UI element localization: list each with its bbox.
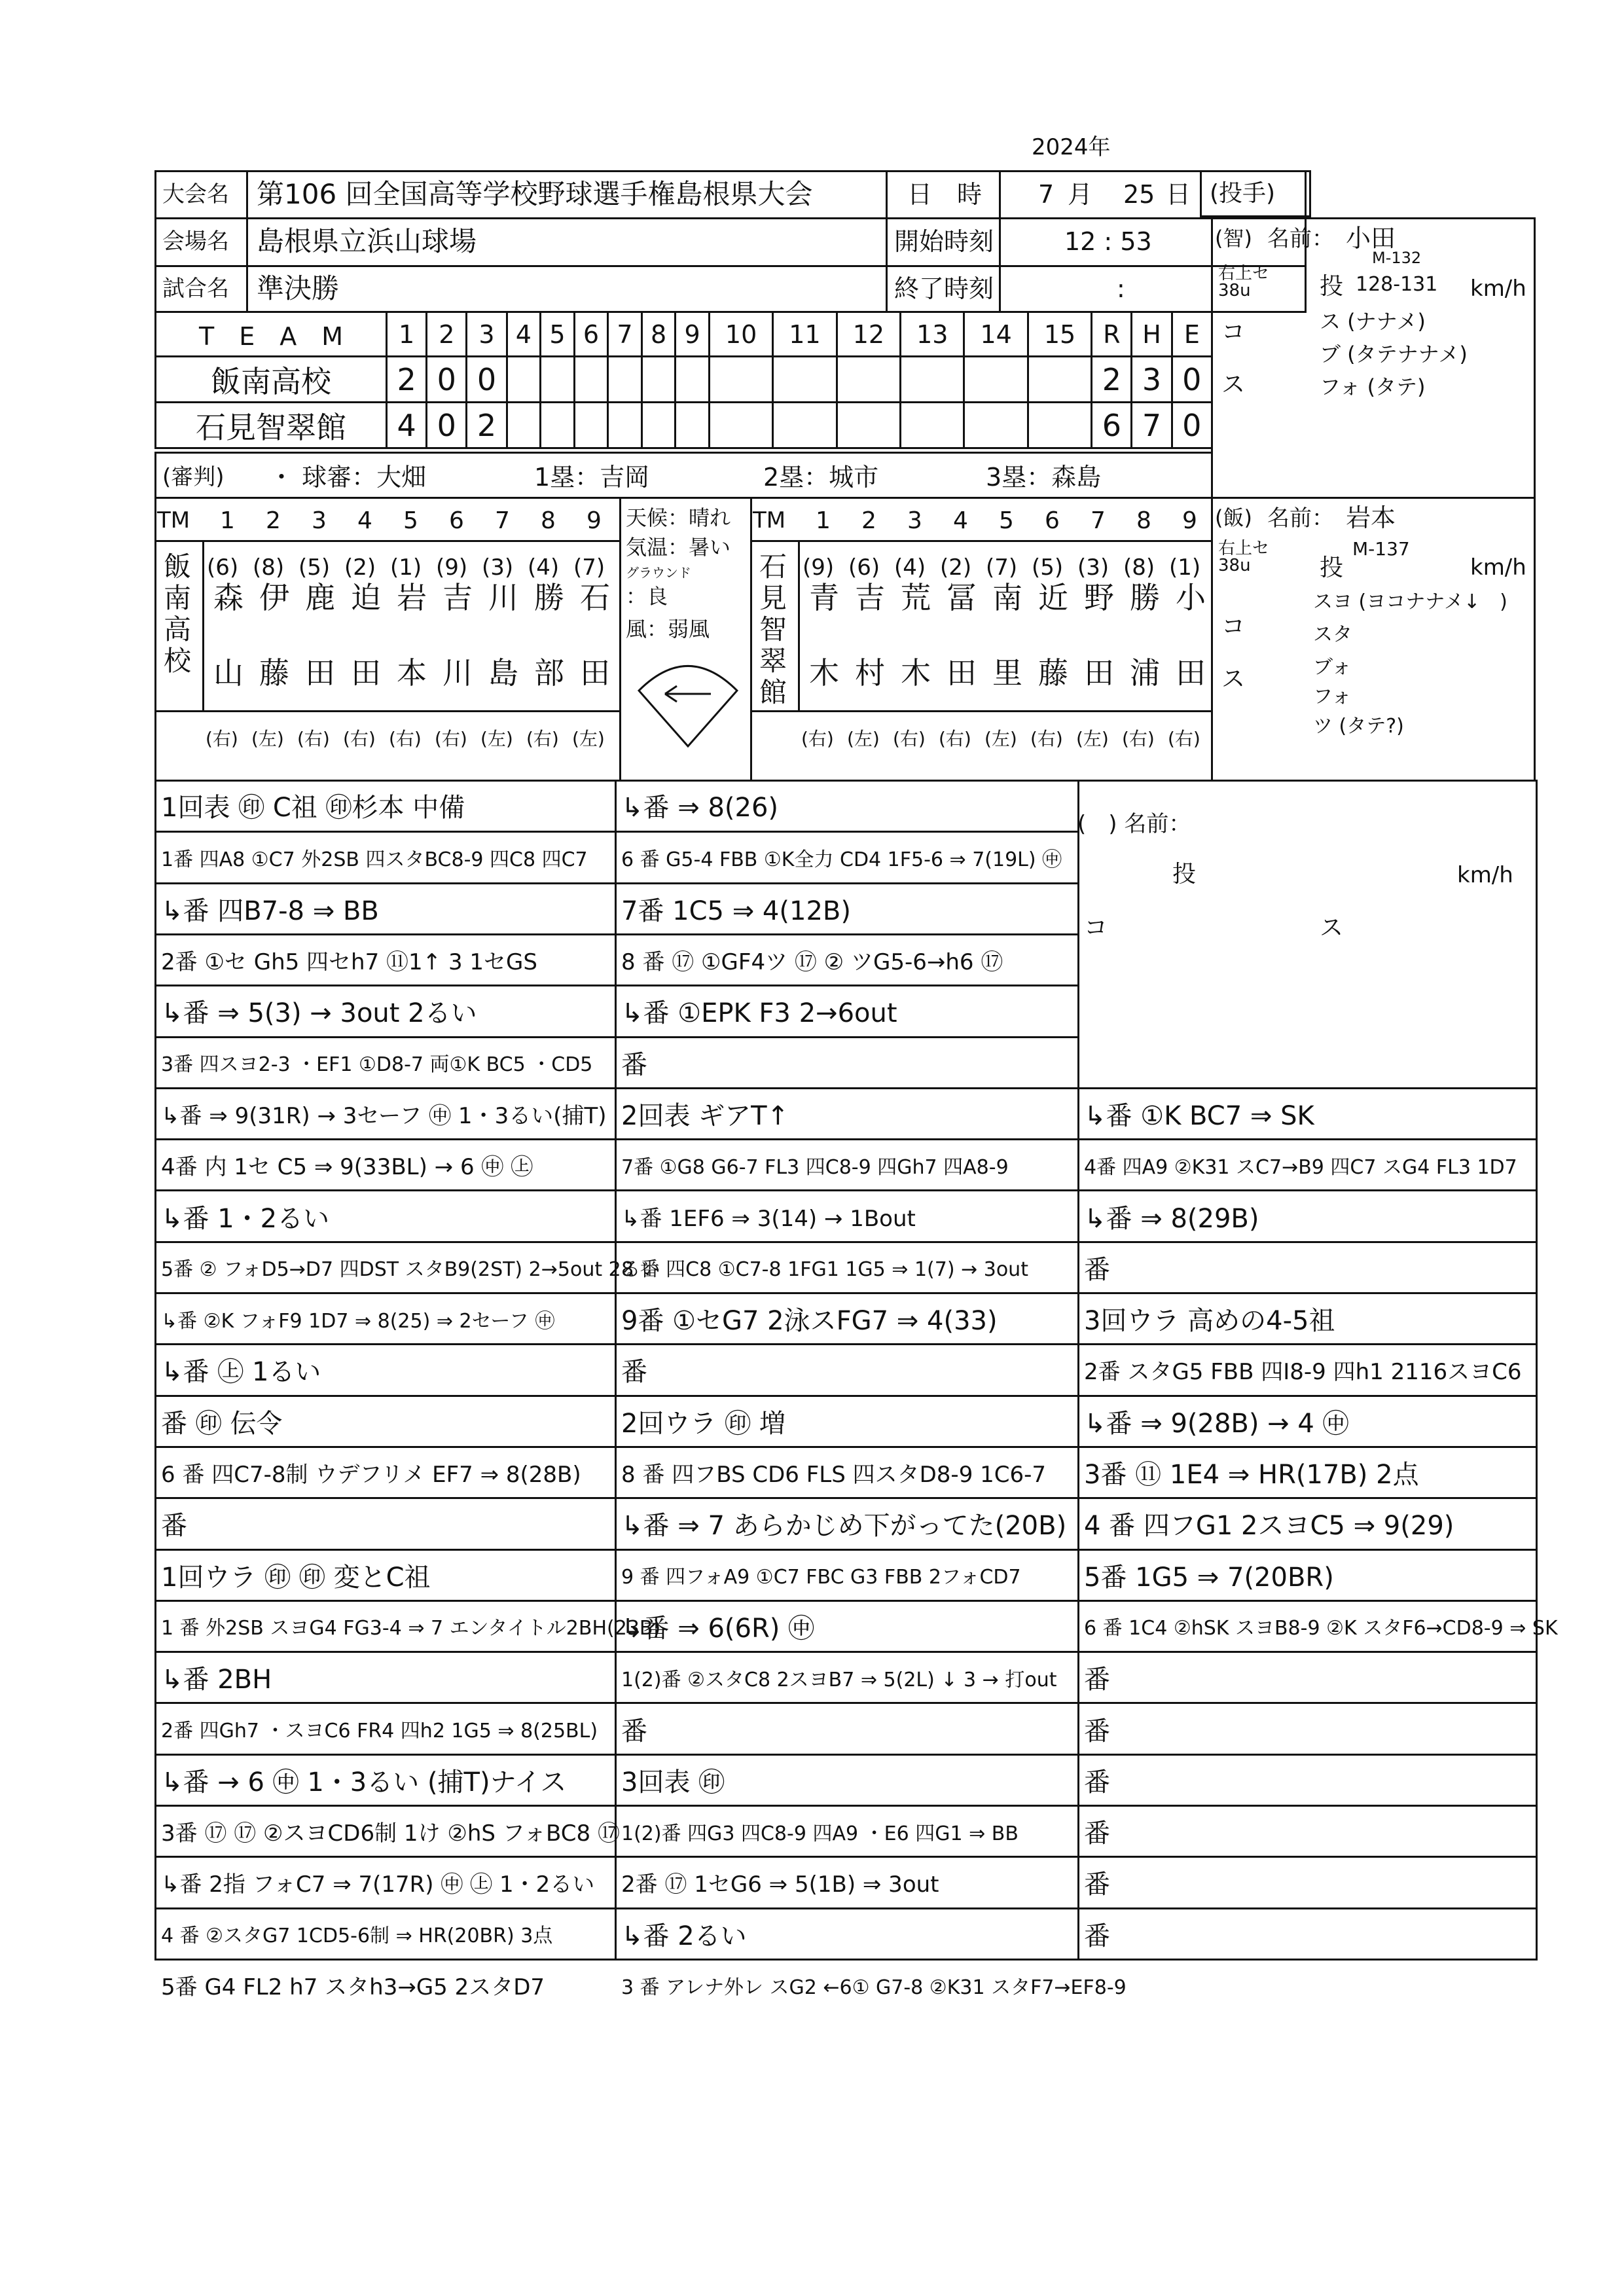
- play-text: ↳番 四B7-8 ⇒ BB: [161, 895, 379, 926]
- bats-hand: (右): [206, 728, 238, 750]
- batting-order-number: 6: [1045, 507, 1060, 534]
- pitcher-header: (投手): [1210, 180, 1276, 207]
- position: (4): [528, 554, 560, 581]
- bats-hand: (左): [847, 728, 880, 750]
- batting-order-number: 5: [999, 507, 1014, 534]
- weather-temp: 気温：暑い: [626, 535, 731, 560]
- play-text: ↳番 ②K フォF9 1D7 ⇒ 8(25) ⇒ 2セーフ ㊥: [161, 1309, 555, 1333]
- bats-hand: (右): [939, 728, 971, 750]
- p2-unit: km/h: [1470, 554, 1526, 581]
- batting-order-number: 9: [586, 507, 602, 534]
- play-text: ↳番 ⇒ 7 あらかじめ下がってた(20B): [621, 1511, 1067, 1542]
- tournament-name: 第106 回全国高等学校野球選手権島根県大会: [257, 178, 813, 210]
- batting-order-number: 2: [861, 507, 876, 534]
- venue-label: 会場名: [162, 228, 229, 255]
- play-cell: [615, 1805, 1079, 1856]
- batting-order-number: 8: [1136, 507, 1151, 534]
- p2-ko: コ: [1221, 613, 1246, 640]
- player-given-name: 里: [992, 655, 1022, 691]
- play-text: 番: [1084, 1716, 1110, 1746]
- p3-unit: km/h: [1457, 862, 1513, 888]
- player-given-name: 部: [534, 655, 564, 691]
- play-cell: [1077, 1241, 1538, 1292]
- play-cell: [615, 1189, 1079, 1240]
- bats-hand: (右): [1122, 728, 1155, 750]
- play-text: ↳番 ⇒ 5(3) → 3out 2るい: [161, 998, 477, 1029]
- play-text: ↳番 ⇒ 6(6R) ㊥: [621, 1613, 815, 1644]
- date-month: 7: [1038, 180, 1055, 209]
- play-text: ↳番 ⇒ 9(31R) → 3セーフ ㊥ 1・3るい(捕T): [161, 1102, 607, 1129]
- position: (5): [1032, 554, 1064, 581]
- team-name-char: 智: [759, 613, 787, 645]
- play-text: 5番 1G5 ⇒ 7(20BR): [1084, 1562, 1334, 1593]
- player-surname: 近: [1038, 580, 1068, 615]
- player-given-name: 田: [351, 655, 381, 691]
- play-cell: [154, 1702, 617, 1753]
- player-surname: 荒: [901, 580, 931, 615]
- p3-su: ス: [1320, 914, 1344, 941]
- play-cell: [1077, 1600, 1558, 1651]
- play-cell: [615, 1036, 1079, 1087]
- batting-order-number: 1: [220, 507, 235, 534]
- play-cell: [154, 780, 617, 831]
- play-text: 番: [161, 1511, 187, 1542]
- team-name-char: 石: [759, 551, 787, 583]
- play-cell: [154, 1549, 617, 1600]
- end-label: 終了時刻: [894, 274, 994, 303]
- play-cell: [154, 1087, 617, 1138]
- position: (4): [894, 554, 926, 581]
- play-text: 番: [621, 1716, 647, 1746]
- play-text: ↳番 ⇒ 9(28B) → 4 ㊥: [1084, 1408, 1349, 1439]
- play-text: 番: [1084, 1921, 1110, 1951]
- play-text: ↳番 2指 フォC7 ⇒ 7(17R) ㊥ ㊤ 1・2るい: [161, 1871, 595, 1898]
- play-text: 7番 ①G8 G6-7 FL3 四C8-9 四Gh7 四A8-9: [621, 1155, 1009, 1179]
- p1-toss: 投: [1320, 273, 1344, 300]
- play-text: 3番 ⑰ ⑰ ②スヨCD6制 1け ②hS フォBC8 ⑰: [161, 1820, 620, 1847]
- play-text: 2番 ①セ Gh5 四セh7 ⑪1↑ 3 1セGS: [161, 949, 537, 976]
- play-text: 1(2)番 四G3 四C8-9 四A9 ・E6 四G1 ⇒ BB: [621, 1822, 1019, 1845]
- player-surname: 伊: [259, 580, 289, 615]
- player-given-name: 島: [488, 655, 518, 691]
- batting-order-number: 3: [312, 507, 327, 534]
- batting-order-number: 6: [449, 507, 464, 534]
- player-given-name: 田: [1084, 655, 1114, 691]
- team-name-char: 高: [164, 613, 192, 645]
- play-text: 3番 ⑪ 1E4 ⇒ HR(17B) 2点: [1084, 1460, 1419, 1491]
- position: (3): [1077, 554, 1110, 581]
- bats-hand: (右): [526, 728, 559, 750]
- play-cell: [154, 1754, 617, 1805]
- play-text: 1番 四A8 ①C7 外2SB 四スタBC8-9 四C8 四C7: [161, 848, 588, 871]
- p1-note: 右上セ 38u: [1218, 264, 1270, 300]
- play-text: 番: [621, 1357, 647, 1388]
- player-given-name: 田: [305, 655, 335, 691]
- play-cell: [1077, 1395, 1538, 1446]
- bats-hand: (右): [1168, 728, 1200, 750]
- p1-ko: コ: [1221, 319, 1246, 346]
- tournament-label: 大会名: [162, 181, 229, 208]
- play-cell: [615, 882, 1079, 933]
- team-name-char: 校: [164, 645, 192, 677]
- player-surname: 野: [1084, 580, 1114, 615]
- play-text: 6 番 四C7-8制 ウデフリメ EF7 ⇒ 8(28B): [161, 1462, 581, 1489]
- player-surname: 南: [992, 580, 1022, 615]
- play-text: 1 番 外2SB スヨG4 FG3-4 ⇒ 7 エンタイトル2BH(23B): [161, 1617, 661, 1640]
- play-cell: [615, 1754, 1079, 1805]
- play-cell: [615, 1549, 1079, 1600]
- play-text: 6 番 1C4 ②hSK スヨB8-9 ②K スタF6→CD8-9 ⇒ SK: [1084, 1617, 1558, 1640]
- player-surname: 勝: [534, 580, 564, 615]
- month-unit: 月: [1068, 180, 1093, 209]
- team-name-char: 翠: [759, 645, 787, 677]
- play-text: 4番 四A9 ②K31 スC7→B9 四C7 スG4 FL3 1D7: [1084, 1155, 1517, 1179]
- player-surname: 川: [488, 580, 518, 615]
- batting-order-number: 5: [403, 507, 418, 534]
- play-cell: [1077, 1754, 1538, 1805]
- p1-pitch-1: ス (ナナメ): [1320, 309, 1426, 334]
- play-text: 4 番 四フG1 2スヨC5 ⇒ 9(29): [1084, 1511, 1454, 1542]
- play-cell: [615, 1241, 1079, 1292]
- batting-order-number: 7: [1091, 507, 1106, 534]
- play-cell: [154, 1497, 617, 1548]
- bats-hand: (右): [343, 728, 376, 750]
- p1-name: 小田: [1346, 224, 1396, 253]
- p2-toss: 投: [1320, 554, 1344, 581]
- p2-su: ス: [1221, 666, 1246, 693]
- position: (8): [253, 554, 285, 581]
- play-text: 9番 ①セG7 2泳スFG7 ⇒ 4(33): [621, 1306, 998, 1337]
- play-text: 4 番 ②スタG7 1CD5-6制 ⇒ HR(20BR) 3点: [161, 1925, 553, 1948]
- play-cell: [615, 1856, 1079, 1907]
- play-cell: [1077, 1446, 1538, 1497]
- team-name-char: 飯: [164, 551, 192, 583]
- play-text: ↳番 ㊤ 1るい: [161, 1357, 321, 1388]
- bats-hand: (右): [893, 728, 926, 750]
- p1-speed: 128-131: [1356, 273, 1438, 296]
- batting-order-number: 1: [816, 507, 831, 534]
- p1-pitch-2: ブ (タテナナメ): [1320, 342, 1468, 367]
- batting-order-number: 3: [907, 507, 922, 534]
- player-given-name: 田: [580, 655, 610, 691]
- date-day: 25: [1123, 180, 1155, 209]
- batting-order-number: 8: [541, 507, 556, 534]
- play-text: 番: [1084, 1767, 1110, 1798]
- play-cell: [615, 1959, 1127, 2010]
- play-cell: [154, 1138, 617, 1189]
- day-unit: 日: [1166, 180, 1191, 209]
- p2-pitch-5: ツ (タテ?): [1313, 715, 1404, 738]
- p2-note: 右上セ 38u: [1218, 539, 1270, 575]
- weather-ground: ：良: [626, 584, 668, 609]
- umpire-label: (審判): [162, 464, 225, 490]
- play-cell: [615, 1446, 1079, 1497]
- p2-team: (飯): [1215, 505, 1252, 530]
- play-cell: [154, 1959, 617, 2010]
- play-cell: [1077, 1189, 1538, 1240]
- play-text: 3 番 アレナ外レ スG2 ←6① G7-8 ②K31 スタF7→EF8-9: [621, 1976, 1127, 1999]
- play-text: ↳番 1EF6 ⇒ 3(14) → 1Bout: [621, 1205, 916, 1232]
- play-text: 5番 ② フォD5→D7 四DST スタB9(2ST) 2→5out 2るい: [161, 1258, 660, 1282]
- play-text: 8 番 ⑰ ①GF4ツ ⑰ ② ツG5-6→h6 ⑰: [621, 949, 1003, 976]
- player-given-name: 木: [901, 655, 931, 691]
- play-cell: [615, 1702, 1079, 1753]
- end-time: :: [1117, 274, 1125, 303]
- bats-hand: (右): [435, 728, 467, 750]
- year-note: 2024年: [1032, 134, 1111, 160]
- play-text: 3回表 ㊞: [621, 1767, 725, 1798]
- linescore-row-team2: 石見智翠館 4 0 2 6 7 0: [156, 403, 1212, 448]
- play-cell: [615, 1651, 1079, 1702]
- play-cell: [154, 882, 617, 933]
- player-given-name: 川: [442, 655, 473, 691]
- p2-pitch-1: スヨ (ヨコナナメ↓ ): [1313, 590, 1507, 613]
- linescore-table: T E A M 1 2 3 4 5 6 7 8 9 10 11 12 13 14 15 R H E 飯南高校 2 0 0 2 3 0 石見智翠館 4 0 2 6 7 0: [154, 311, 1213, 449]
- player-surname: 岩: [397, 580, 427, 615]
- player-surname: 小: [1176, 580, 1206, 615]
- play-cell: [1077, 1343, 1538, 1394]
- play-text: 番: [1084, 1665, 1110, 1695]
- play-cell: [154, 1292, 617, 1343]
- position: (1): [390, 554, 422, 581]
- play-cell: [154, 1446, 617, 1497]
- play-cell: [154, 1036, 617, 1087]
- play-text: ↳番 2るい: [621, 1921, 747, 1951]
- bats-hand: (右): [801, 728, 834, 750]
- team-name-char: 見: [759, 582, 787, 614]
- play-text: 1回ウラ ㊞ ㊞ 変とC祖: [161, 1562, 431, 1593]
- play-cell: [615, 1343, 1079, 1394]
- umpire-third: 3塁：森島: [986, 463, 1102, 492]
- play-cell: [154, 831, 617, 882]
- play-text: 4番 内 1セ C5 ⇒ 9(33BL) → 6 ㊥ ㊤: [161, 1154, 533, 1181]
- play-text: 1回表 ㊞ C祖 ㊞杉本 中備: [161, 792, 465, 823]
- team-header: T E A M: [156, 312, 387, 357]
- play-cell: [154, 1395, 617, 1446]
- tm-label: TM: [157, 507, 190, 533]
- play-cell: [615, 1600, 1079, 1651]
- player-surname: 青: [809, 580, 839, 615]
- play-cell: [154, 1189, 617, 1240]
- play-cell: [154, 1600, 661, 1651]
- team1-name: 飯南高校: [156, 357, 387, 403]
- play-cell: [615, 1395, 1079, 1446]
- play-text: 番: [1084, 1818, 1110, 1849]
- play-cell: [1077, 1549, 1538, 1600]
- team-name-char: 館: [759, 676, 787, 708]
- team-name-char: 南: [164, 582, 192, 614]
- p1-pitch-3: フォ (タテ): [1320, 374, 1426, 399]
- play-cell: [1077, 1292, 1538, 1343]
- play-text: 7番 1C5 ⇒ 4(12B): [621, 895, 851, 926]
- batting-order-number: 4: [357, 507, 372, 534]
- position: (9): [436, 554, 468, 581]
- player-surname: 鹿: [305, 580, 335, 615]
- game-name: 準決勝: [257, 272, 340, 304]
- play-text: 2番 スタG5 FBB 四I8-9 四h1 2116スヨC6: [1084, 1359, 1522, 1386]
- venue-name: 島根県立浜山球場: [257, 225, 477, 257]
- p2-pitch-4: フォ: [1313, 685, 1352, 708]
- play-text: ↳番 ⇒ 8(29B): [1084, 1203, 1259, 1234]
- p2-name: 岩本: [1346, 503, 1396, 532]
- play-text: 8 番 四フBS CD6 FLS 四スタD8-9 1C6-7: [621, 1462, 1047, 1489]
- player-surname: 石: [580, 580, 610, 615]
- play-text: 2番 ⑰ 1セG6 ⇒ 5(1B) ⇒ 3out: [621, 1871, 939, 1898]
- play-cell: [1077, 1138, 1538, 1189]
- player-surname: 冨: [947, 580, 977, 615]
- p1-unit: km/h: [1470, 276, 1526, 302]
- play-text: 番: [621, 1049, 647, 1080]
- player-given-name: 田: [1176, 655, 1206, 691]
- p3-ko: コ: [1084, 914, 1108, 941]
- batting-order-number: 2: [266, 507, 281, 534]
- p2-name-label: 名前：: [1267, 505, 1334, 532]
- play-text: 3回ウラ 高めの4-5祖: [1084, 1306, 1335, 1337]
- play-cell: [1077, 1087, 1538, 1138]
- tm-label: TM: [753, 507, 786, 533]
- play-text: 番 ㊞ 伝令: [161, 1408, 283, 1439]
- bats-hand: (左): [572, 728, 605, 750]
- start-time: 12 : 53: [1064, 227, 1152, 256]
- p2-velocity: M-137: [1352, 538, 1410, 560]
- play-text: 3番 四スヨ2-3 ・EF1 ①D8-7 両①K BC5 ・CD5: [161, 1053, 593, 1077]
- batting-order-number: 7: [495, 507, 510, 534]
- start-label: 開始時刻: [894, 227, 994, 256]
- play-cell: [615, 1138, 1079, 1189]
- play-cell: [154, 1241, 660, 1292]
- play-text: 8 番 四C8 ①C7-8 1FG1 1G5 ⇒ 1(7) → 3out: [621, 1258, 1028, 1282]
- play-text: ↳番 ①K BC7 ⇒ SK: [1084, 1100, 1314, 1131]
- play-text: 2回ウラ ㊞ 増: [621, 1408, 785, 1439]
- weather-ground-label: グラウンド: [626, 565, 691, 581]
- play-cell: [615, 933, 1079, 985]
- play-text: 9 番 四フォA9 ①C7 FBC G3 FBB 2フォCD7: [621, 1566, 1021, 1589]
- player-given-name: 藤: [1038, 655, 1068, 691]
- bats-hand: (右): [1030, 728, 1063, 750]
- player-surname: 森: [213, 580, 244, 615]
- p2-pitch-2: スタ: [1313, 623, 1352, 646]
- play-cell: [615, 1907, 1079, 1959]
- position: (1): [1169, 554, 1201, 581]
- bats-hand: (右): [297, 728, 330, 750]
- p1-team: (智): [1215, 226, 1252, 251]
- play-cell: [154, 1907, 617, 1959]
- player-given-name: 山: [213, 655, 244, 691]
- play-cell: [615, 1087, 1079, 1138]
- player-surname: 勝: [1130, 580, 1160, 615]
- wind-diamond-icon: [632, 655, 744, 753]
- p1-name-label: 名前：: [1267, 226, 1334, 252]
- play-text: 番: [1084, 1870, 1110, 1900]
- play-cell: [615, 780, 1079, 831]
- play-text: ↳番 ⇒ 8(26): [621, 792, 779, 823]
- weather-sky: 天候：晴れ: [626, 505, 731, 530]
- position: (2): [344, 554, 376, 581]
- position: (8): [1123, 554, 1155, 581]
- umpire-plate: ・ 球審：大畑: [269, 463, 427, 492]
- weather-wind: 風：弱風: [626, 617, 710, 642]
- player-given-name: 浦: [1130, 655, 1160, 691]
- player-given-name: 本: [397, 655, 427, 691]
- position: (7): [573, 554, 605, 581]
- play-cell: [1077, 1805, 1538, 1856]
- position: (9): [803, 554, 835, 581]
- position: (3): [482, 554, 514, 581]
- play-cell: [154, 1856, 617, 1907]
- player-given-name: 木: [809, 655, 839, 691]
- position: (2): [940, 554, 972, 581]
- batting-order-number: 9: [1182, 507, 1197, 534]
- p2-pitch-3: ブォ: [1313, 656, 1352, 679]
- play-cell: [154, 1651, 617, 1702]
- play-cell: [1077, 1907, 1538, 1959]
- play-text: ↳番 → 6 ㊥ 1・3るい (捕T)ナイス: [161, 1767, 567, 1798]
- play-cell: [1077, 1856, 1538, 1907]
- play-cell: [1077, 1497, 1538, 1548]
- play-text: ↳番 ①EPK F3 2→6out: [621, 998, 897, 1029]
- play-text: ↳番 1・2るい: [161, 1203, 330, 1234]
- play-text: 6 番 G5-4 FBB ①K全力 CD4 1F5-6 ⇒ 7(19L) ㊥: [621, 848, 1062, 871]
- position: (7): [986, 554, 1018, 581]
- play-cell: [1077, 1651, 1538, 1702]
- p3-toss: 投: [1172, 861, 1197, 888]
- bats-hand: (左): [251, 728, 284, 750]
- play-cell: [154, 985, 617, 1036]
- play-cell: [1077, 1702, 1538, 1753]
- position: (6): [207, 554, 239, 581]
- p3-name-label: ( ) 名前：: [1077, 811, 1191, 837]
- scoresheet: [154, 134, 1558, 2059]
- play-text: 番: [1084, 1254, 1110, 1285]
- p1-su: ス: [1221, 371, 1246, 398]
- play-cell: [154, 933, 617, 985]
- player-given-name: 田: [947, 655, 977, 691]
- play-cell: [615, 1497, 1079, 1548]
- player-surname: 迫: [351, 580, 381, 615]
- play-text: ↳番 2BH: [161, 1665, 272, 1695]
- player-given-name: 村: [855, 655, 885, 691]
- player-surname: 吉: [442, 580, 473, 615]
- date-label: 日 時: [907, 180, 983, 209]
- bats-hand: (左): [1076, 728, 1109, 750]
- player-given-name: 藤: [259, 655, 289, 691]
- play-text: 2回表 ギアT↑: [621, 1100, 789, 1131]
- batting-order-number: 4: [953, 507, 968, 534]
- position: (5): [298, 554, 331, 581]
- game-label: 試合名: [162, 276, 229, 302]
- play-cell: [615, 985, 1079, 1036]
- bats-hand: (左): [480, 728, 513, 750]
- umpire-second: 2塁：城市: [763, 463, 879, 492]
- p1-velocity: M-132: [1372, 249, 1422, 267]
- bats-hand: (左): [984, 728, 1017, 750]
- play-text: 1(2)番 ②スタC8 2スヨB7 ⇒ 5(2L) ↓ 3 → 打out: [621, 1668, 1057, 1691]
- play-cell: [615, 1292, 1079, 1343]
- play-text: 2番 四Gh7 ・スヨC6 FR4 四h2 1G5 ⇒ 8(25BL): [161, 1720, 598, 1743]
- play-cell: [154, 1343, 617, 1394]
- bats-hand: (右): [389, 728, 422, 750]
- umpire-first: 1塁：吉岡: [534, 463, 650, 492]
- play-cell: [615, 831, 1079, 882]
- play-text: 5番 G4 FL2 h7 スタh3→G5 2スタD7: [161, 1974, 545, 2001]
- player-surname: 吉: [855, 580, 885, 615]
- team2-name: 石見智翠館: [156, 403, 387, 448]
- play-cell: [154, 1805, 620, 1856]
- linescore-row-team1: 飯南高校 2 0 0 2 3 0: [156, 357, 1212, 403]
- position: (6): [848, 554, 880, 581]
